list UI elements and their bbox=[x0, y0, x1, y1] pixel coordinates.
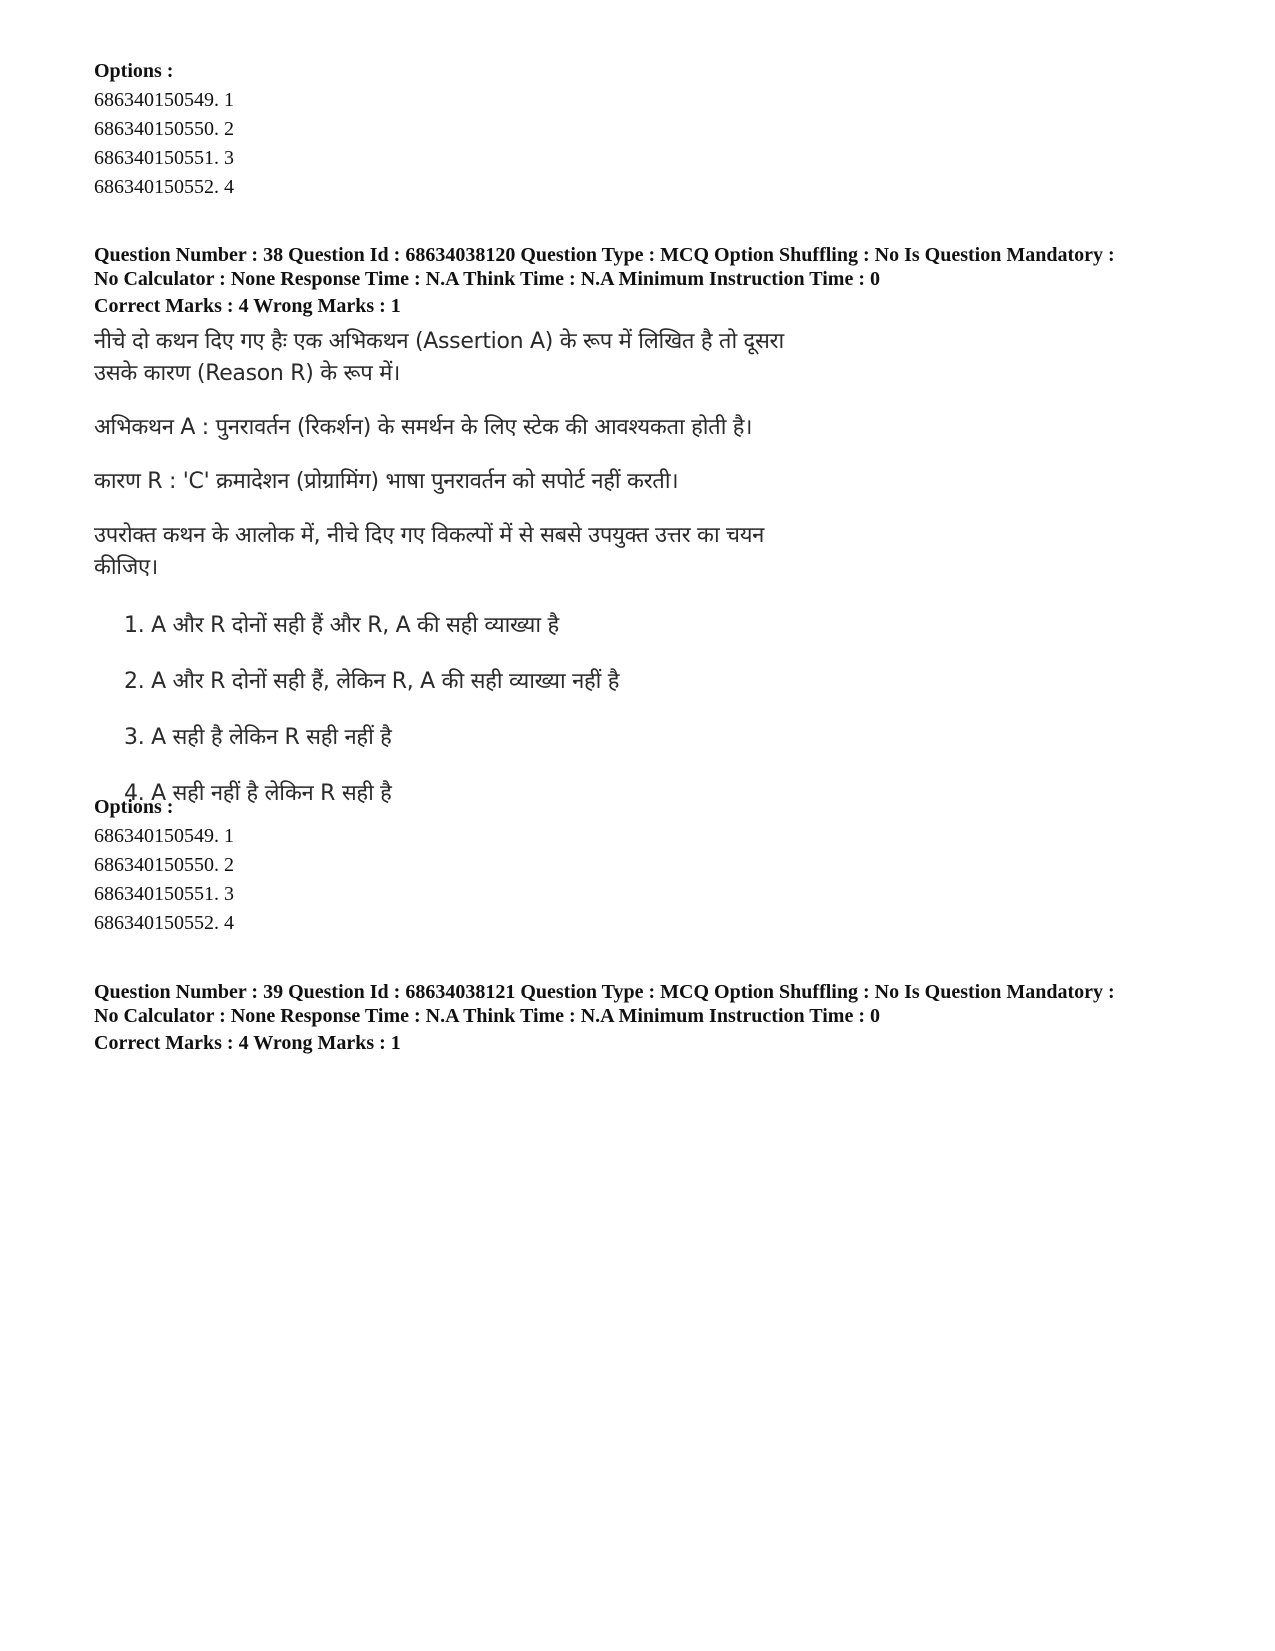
question-intro-line: उसके कारण (Reason R) के रूप में। bbox=[94, 361, 401, 386]
question-instruction-line: कीजिए। bbox=[94, 555, 158, 580]
reason-statement: कारण R : 'C' क्रमादेशन (प्रोग्रामिंग) भाषा पुनरावर्तन को सपोर्ट नहीं करती। bbox=[94, 469, 679, 494]
question-instruction bbox=[94, 520, 1204, 584]
question-meta-line: No Calculator : None Response Time : N.A Think Time : N.A Minimum Instruction Time : 0 bbox=[94, 1005, 880, 1027]
question-meta-line: Question Number : 39 Question Id : 68634038121 Question Type : MCQ Option Shuffling : No Is Question Mandatory : bbox=[94, 981, 1115, 1003]
option-item: 686340150550. 2 bbox=[94, 118, 234, 140]
question-instruction-line: उपरोक्त कथन के आलोक में, नीचे दिए गए विकल्पों में से सबसे उपयुक्त उत्तर का चयन bbox=[94, 523, 765, 548]
question-38-options bbox=[94, 793, 1204, 938]
assertion-statement: अभिकथन A : पुनरावर्तन (रिकर्शन) के समर्थन के लिए स्टेक की आवश्यकता होती है। bbox=[94, 415, 753, 440]
option-item: 686340150552. 4 bbox=[94, 912, 234, 934]
question-intro-line: नीचे दो कथन दिए गए हैः एक अभिकथन (Assertion A) के रूप में लिखित है तो दूसरा bbox=[94, 329, 784, 354]
option-item: 686340150552. 4 bbox=[94, 176, 234, 198]
option-item: 686340150549. 1 bbox=[94, 89, 234, 111]
previous-question-options bbox=[94, 57, 1204, 202]
options-label: Options : bbox=[94, 796, 174, 818]
answer-choice: 1. A और R दोनों सही हैं और R, A की सही व्याख्या है bbox=[124, 613, 559, 638]
option-item: 686340150551. 3 bbox=[94, 147, 234, 169]
option-item: 686340150549. 1 bbox=[94, 825, 234, 847]
question-marks: Correct Marks : 4 Wrong Marks : 1 bbox=[94, 1032, 401, 1054]
question-meta-line: No Calculator : None Response Time : N.A Think Time : N.A Minimum Instruction Time : 0 bbox=[94, 268, 880, 290]
answer-choice: 3. A सही है लेकिन R सही नहीं है bbox=[124, 725, 392, 750]
option-item: 686340150550. 2 bbox=[94, 854, 234, 876]
question-38-body bbox=[94, 326, 1204, 810]
answer-choice: 4. A सही नहीं है लेकिन R सही है bbox=[124, 781, 392, 806]
question-39-header bbox=[94, 980, 1204, 1058]
answer-choice: 2. A और R दोनों सही हैं, लेकिन R, A की सही व्याख्या नहीं है bbox=[124, 669, 620, 694]
option-item: 686340150551. 3 bbox=[94, 883, 234, 905]
question-meta-line: Question Number : 38 Question Id : 68634038120 Question Type : MCQ Option Shuffling : No Is Question Mandatory : bbox=[94, 244, 1115, 266]
question-intro bbox=[94, 326, 1204, 390]
question-38-header bbox=[94, 243, 1204, 321]
options-label: Options : bbox=[94, 60, 174, 82]
question-marks: Correct Marks : 4 Wrong Marks : 1 bbox=[94, 295, 401, 317]
